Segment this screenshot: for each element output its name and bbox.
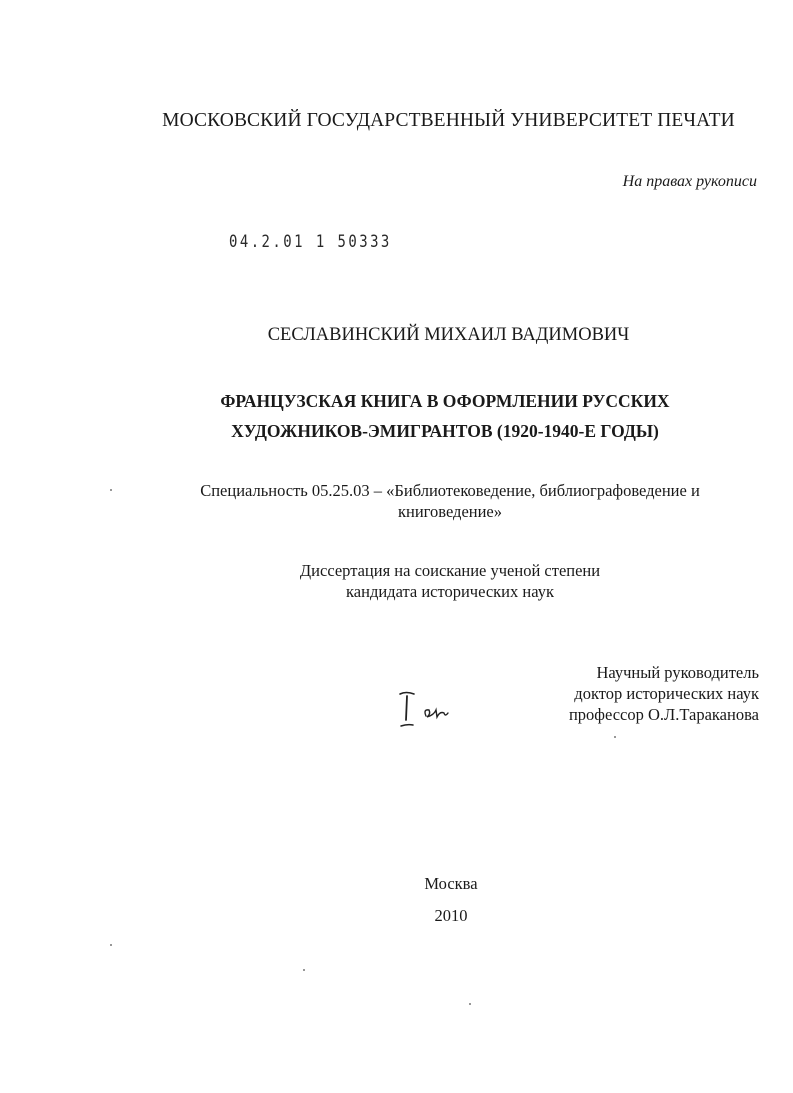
specialty-line-1: Специальность 05.25.03 – «Библиотековедение, библиографоведение и [200,481,700,500]
university-name: МОСКОВСКИЙ ГОСУДАРСТВЕННЫЙ УНИВЕРСИТЕТ ПЕЧАТИ [162,110,735,131]
year: 2010 [434,906,468,925]
scan-speck [303,969,305,971]
supervisor-role: Научный руководитель [596,663,759,682]
supervisor-name: профессор О.Л.Тараканова [568,705,759,724]
thesis-title [0,386,793,446]
specialty [170,480,730,522]
supervisor-degree: доктор исторических наук [574,684,759,703]
degree-statement [0,560,793,602]
thesis-title-line-1: ФРАНЦУЗСКАЯ КНИГА В ОФОРМЛЕНИИ РУССКИХ [220,391,670,411]
rights-note: На правах рукописи [622,173,757,190]
registration-stamp: 04.2.01 1 50333 [229,232,392,252]
degree-line-1: Диссертация на соискание ученой степени [299,561,601,580]
thesis-title-line-2: ХУДОЖНИКОВ-ЭМИГРАНТОВ (1920-1940-Е ГОДЫ) [231,421,659,441]
scan-speck [614,736,616,738]
scan-speck [110,944,112,946]
specialty-line-2: книговедение» [397,502,503,521]
scan-speck [469,1003,471,1005]
city: Москва [424,874,478,893]
degree-line-2: кандидата исторических наук [346,582,554,601]
scan-speck [110,489,112,491]
handwritten-signature [396,690,460,732]
author-name: СЕСЛАВИНСКИЙ МИХАИЛ ВАДИМОВИЧ [267,325,630,345]
supervisor-block [569,662,759,725]
